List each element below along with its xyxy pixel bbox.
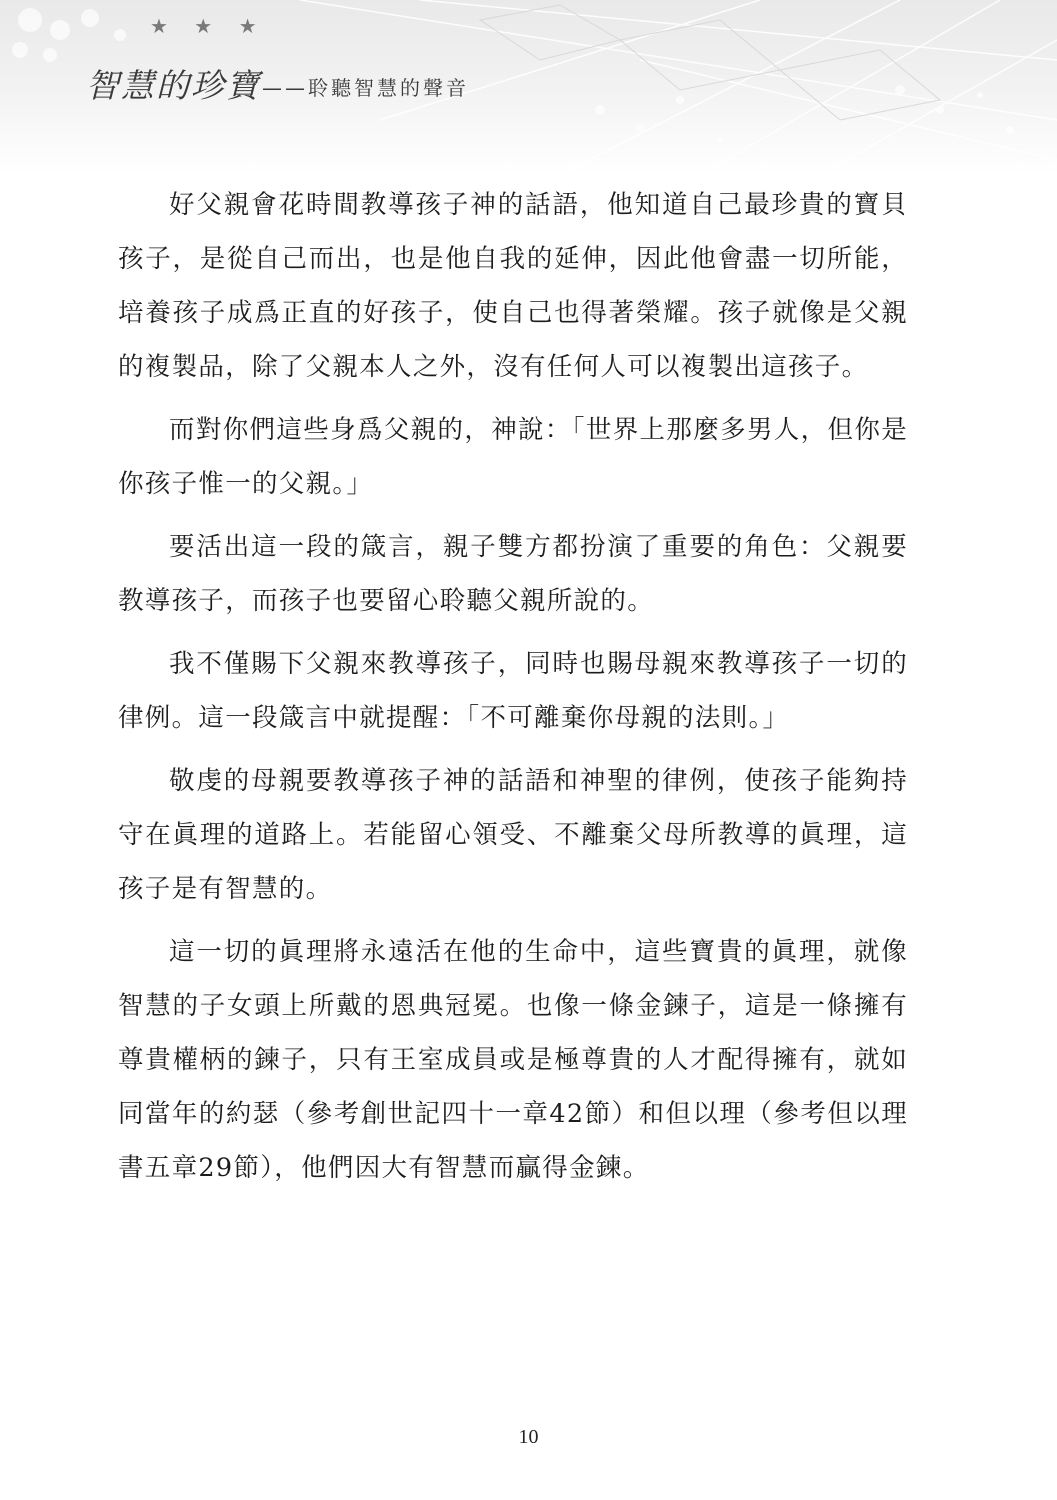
main-text <box>118 178 908 1204</box>
page-number: 10 <box>518 1426 539 1448</box>
book-title: 智慧的珍寶 <box>86 66 261 105</box>
star-icons: ★ ★ ★ <box>150 14 267 38</box>
paragraph-4: 我不僅賜下父親來教導孩子，同時也賜母親來教導孩子一切的律例。這一段箴言中就提醒：「不可離棄你母親的法則。」 <box>118 649 908 733</box>
page-header <box>0 0 1057 175</box>
paragraph-1: 好父親會花時間教導孩子神的話語，他知道自己最珍貴的寶貝孩子，是從自己而出，也是他自我的延伸，因此他會盡一切所能，培養孩子成爲正直的好孩子，使自己也得著榮耀。孩子就像是父親的複製品，除了父親本人之外，沒有任何人可以複製出這孩子。 <box>118 190 908 382</box>
paragraph-6: 這一切的眞理將永遠活在他的生命中，這些寶貴的眞理，就像智慧的子女頭上所戴的恩典冠冕。也像一條金鍊子，這是一條擁有尊貴權柄的鍊子，只有王室成員或是極尊貴的人才配得擁有，就如同當年的約瑟（參考創世記四十一章42節）和但以理（參考但以理書五章29節），他們因大有智慧而贏得金鍊。 <box>118 937 908 1183</box>
paragraph-2: 而對你們這些身爲父親的，神說：「世界上那麼多男人，但你是你孩子惟一的父親。」 <box>118 415 908 499</box>
paragraph-5: 敬虔的母親要教導孩子神的話語和神聖的律例，使孩子能夠持守在眞理的道路上。若能留心領受、不離棄父母所教導的眞理，這孩子是有智慧的。 <box>118 766 908 904</box>
paragraph-3: 要活出這一段的箴言，親子雙方都扮演了重要的角色：父親要教導孩子，而孩子也要留心聆聽父親所說的。 <box>118 532 908 616</box>
book-subtitle: ——聆聽智慧的聲音 <box>262 76 469 100</box>
